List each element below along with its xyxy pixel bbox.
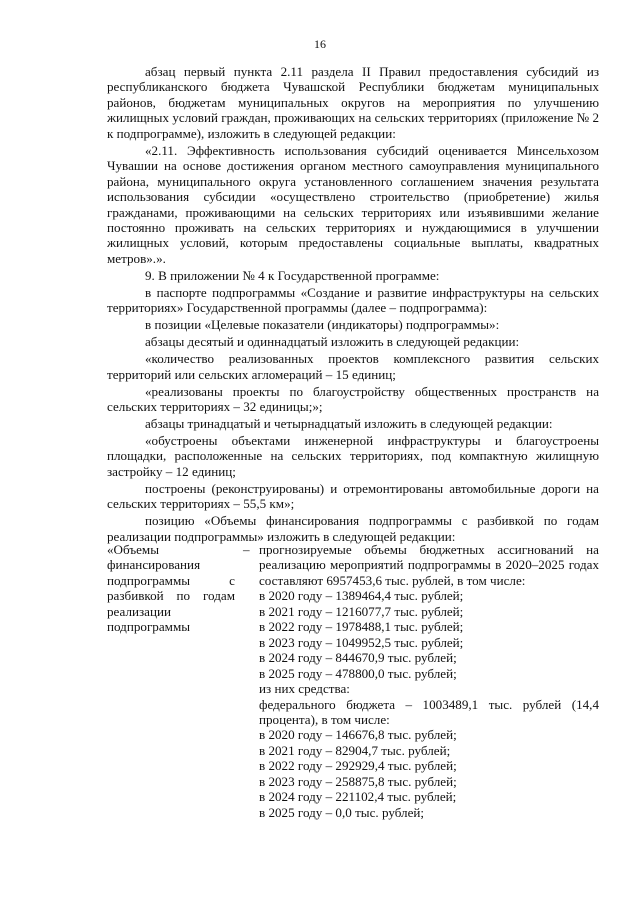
paragraph: «2.11. Эффективность использования субсидий оценивается Минсельхозом Чувашии на основе достижения органом местного самоуправления муниципального района, муниципального округа установленного соглашением значения результата использования субсидии «осуществлено строительство (приобретение) жилья гражданами, проживающими на сельских территориях или изъявившими желание постоянно проживать на сельских территориях и нуждающимися в улучшении жилищных условий, которым предоставлены социальные выплаты, квадратных метров».». <box>107 142 599 266</box>
document-body <box>107 64 599 546</box>
paragraph: в позиции «Целевые показатели (индикаторы) подпрограммы»: <box>145 317 500 333</box>
paragraph: «обустроены объектами инженерной инфраструктуры и благоустроены площадки, расположенные на сельских территориях, под компактную жилищную застройку – 12 единиц; <box>107 432 599 479</box>
year-amount: в 2023 году – 1049952,5 тыс. рублей; <box>259 634 464 650</box>
financing-row <box>107 542 599 820</box>
paragraph: «реализованы проекты по благоустройству общественных пространств на сельских территориях – 32 единицы;»; <box>107 383 599 415</box>
dash-separator: – <box>243 542 250 557</box>
federal-year-amount: в 2021 году – 82904,7 тыс. рублей; <box>259 742 451 758</box>
paragraph: построены (реконструированы) и отремонтированы автомобильные дороги на сельских территориях – 55,5 км»; <box>107 480 599 512</box>
federal-year-amount: в 2023 году – 258875,8 тыс. рублей; <box>259 773 457 789</box>
year-amount: в 2024 году – 844670,9 тыс. рублей; <box>259 650 457 666</box>
federal-year-amount: в 2024 году – 221102,4 тыс. рублей; <box>259 789 457 805</box>
financing-label: «Объемы финансирования подпрограммы с разбивкой по годам реализации подпрограммы <box>107 542 235 635</box>
from-them-label: из них средства: <box>259 681 350 697</box>
year-amount: в 2022 году – 1978488,1 тыс. рублей; <box>259 619 464 635</box>
federal-year-amount: в 2020 году – 146676,8 тыс. рублей; <box>259 727 457 743</box>
financing-details <box>259 542 599 820</box>
paragraph: абзацы тринадцатый и четырнадцатый изложить в следующей редакции: <box>145 415 553 431</box>
paragraph: «количество реализованных проектов комплексного развития сельских территорий или сельских агломераций – 15 единиц; <box>107 351 599 382</box>
year-amount: в 2025 году – 478800,0 тыс. рублей; <box>259 665 457 681</box>
paragraph: в паспорте подпрограммы «Создание и развитие инфраструктуры на сельских территориях» Государственной программы (далее – подпрограмма): <box>107 284 599 316</box>
paragraph: 9. В приложении № 4 к Государственной программе: <box>145 267 440 283</box>
year-amount: в 2021 году – 1216077,7 тыс. рублей; <box>259 603 464 619</box>
federal-year-amount: в 2022 году – 292929,4 тыс. рублей; <box>259 758 457 774</box>
paragraph: позицию «Объемы финансирования подпрограммы с разбивкой по годам реализации подпрограммы» изложить в следующей редакции: <box>107 513 599 544</box>
financing-intro: прогнозируемые объемы бюджетных ассигнований на реализацию мероприятий подпрограммы в 2020–2025 годах составляют 6957453,6 тыс. рублей, в том числе: <box>259 542 599 588</box>
financing-table <box>107 542 599 820</box>
federal-budget: федерального бюджета – 1003489,1 тыс. рублей (14,4 процента), в том числе: <box>259 696 599 727</box>
paragraph: абзац первый пункта 2.11 раздела II Правил предоставления субсидий из республиканского бюджета Чувашской Республики бюджетам муниципальных районов, бюджетам муниципальных округов на мероприятия по улучшению жилищных условий граждан, проживающих на сельских территориях (приложение № 2 к подпрограмме), изложить в следующей редакции: <box>107 64 599 141</box>
page-number: 16 <box>314 37 326 51</box>
year-amount: в 2020 году – 1389464,4 тыс. рублей; <box>259 588 464 604</box>
paragraph: абзацы десятый и одиннадцатый изложить в следующей редакции: <box>145 334 520 350</box>
federal-year-amount: в 2025 году – 0,0 тыс. рублей; <box>259 804 425 820</box>
